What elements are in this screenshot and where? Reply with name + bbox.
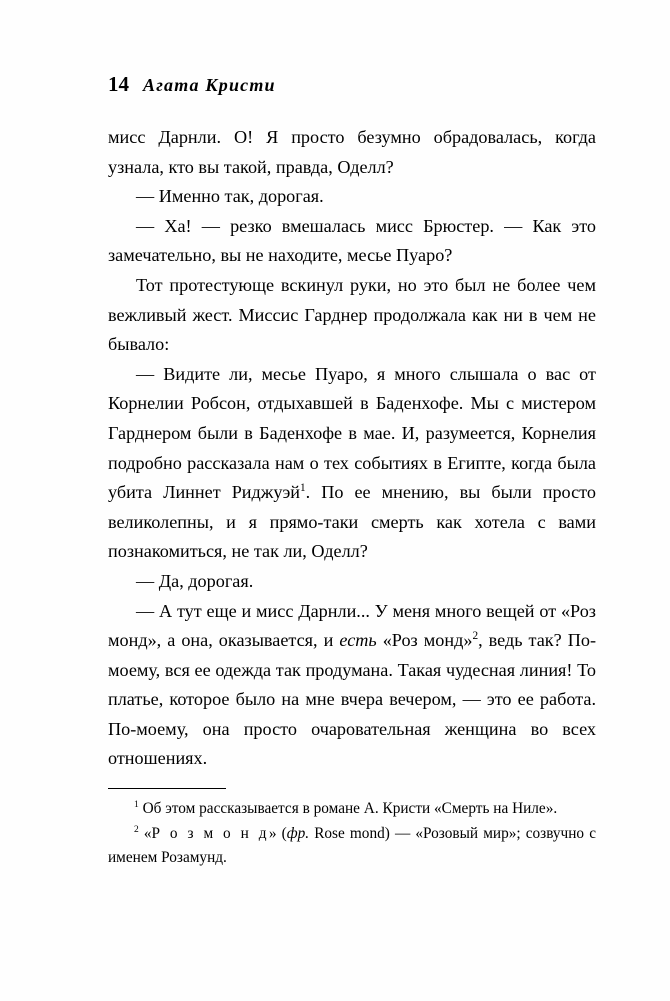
paragraph-4: Тот протестующе вскинул руки, но это был не более чем вежливый жест. Миссис Гарднер продолжала как ни в чем не бывало: — [108, 274, 596, 355]
paragraph-7-part-b: «Роз монд» — [376, 630, 473, 651]
footnote-1-marker: 1 — [134, 799, 139, 810]
paragraph-3: — Ха! — резко вмешалась мисс Брюстер. — Как это замечательно, вы не находите, месье Пуаро? — [108, 215, 596, 266]
paragraph-7-part-a: — А тут еще и мисс Дарнли... У меня много вещей от «Роз монд», а она, оказывается, и — [108, 600, 596, 651]
paragraph-7-emphasis: есть — [339, 630, 377, 651]
footnote-marker-2: 2 — [472, 630, 479, 643]
author-name: Агата Кристи — [143, 75, 276, 95]
paragraph-1: мисс Дарнли. О! Я просто безумно обрадовалась, когда узнала, кто вы такой, правда, Оделл? — [108, 127, 596, 177]
paragraph-7 — [108, 597, 596, 775]
footnote-1 — [108, 797, 596, 822]
footnote-2-italic: фр. — [286, 824, 310, 842]
page-content — [108, 72, 596, 871]
footnote-2-spaced-term: Р о з м о н д — [151, 824, 269, 842]
footnotes — [108, 797, 596, 871]
paragraph-7-part-d: во всех отношениях. — [108, 718, 597, 769]
paragraph-5-part-b: . По ее мнению, вы были просто великолепны, и я прямо-таки смерть как хотела с вами познакомиться, не так ли, Оделл? — [108, 482, 596, 562]
footnote-2-marker: 2 — [134, 824, 139, 835]
paragraph-5 — [108, 360, 596, 567]
paragraph-7-part-c: , ведь так? По-моему, вся ее одежда так продумана. Такая чудесная линия! То платье, которое было на мне вчера вечером, — это ее работа. По-моему, она просто очаровательная женщина — [108, 630, 596, 739]
footnote-2 — [108, 822, 596, 871]
paragraph-5-part-a: — Видите ли, месье Пуаро, я много слышала о вас от Корнелии Робсон, отдыхавшей в Баденхофе. Мы с мистером Гарднером были в Баденхофе в мае. И, разумеется, Корнелия подробно рассказала нам о тех событиях в Египте, когда была убита Линнет Риджуэй — [108, 363, 596, 503]
footnote-2-rest: Rose mond) — «Розовый мир»; созвучно с именем Розамунд. — [108, 824, 596, 867]
footnote-2-mid: » ( — [268, 824, 287, 842]
page-number: 14 — [108, 72, 129, 96]
running-head — [108, 72, 596, 97]
footnote-2-prefix: « — [143, 824, 152, 842]
paragraph-2: — Именно так, дорогая. — [136, 186, 324, 207]
footnote-1-text: Об этом рассказывается в романе А. Кристи «Смерть на Ниле». — [142, 800, 558, 818]
footnote-separator — [108, 788, 226, 789]
paragraph-6: — Да, дорогая. — [136, 570, 254, 591]
body-text — [108, 123, 596, 774]
footnote-marker-1: 1 — [300, 482, 306, 495]
